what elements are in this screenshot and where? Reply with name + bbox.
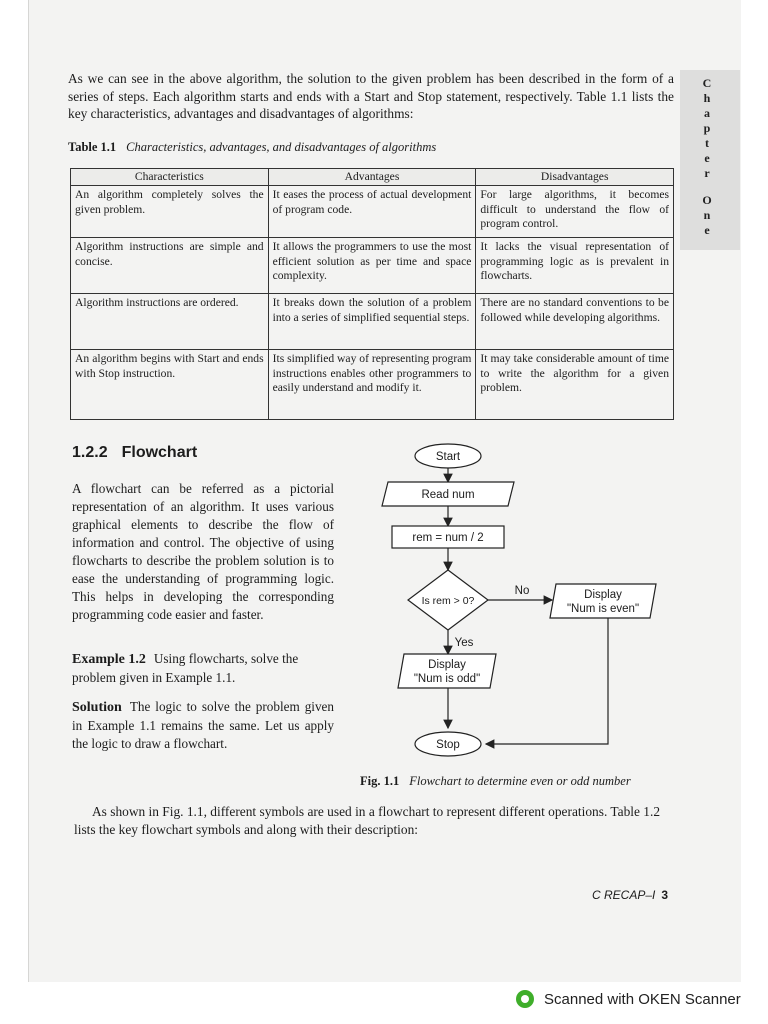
- solution-label: Solution: [72, 700, 122, 715]
- table-row: [71, 186, 674, 238]
- table-cell: Algorithm instructions are ordered.: [71, 294, 269, 350]
- figure-caption-label: Fig. 1.1: [360, 774, 400, 788]
- connector-even-stop: [486, 618, 608, 744]
- header-characteristics: Characteristics: [71, 169, 269, 186]
- rem-label: rem = num / 2: [412, 532, 484, 544]
- solution-text: The logic to solve the problem given in Example 1.1 remains the same. Let us apply the logic to draw a flowchart.: [72, 699, 334, 751]
- read-label: Read num: [421, 489, 475, 501]
- scanner-text: Scanned with OKEN Scanner: [544, 990, 741, 1008]
- solution-paragraph: [72, 698, 334, 753]
- decision-label: Is rem > 0?: [421, 595, 475, 607]
- odd-label-line1: Display: [428, 659, 466, 671]
- flowchart-paragraph: A flowchart can be referred as a pictorial representation of an algorithm. It uses various graphical elements to describe the flow of information and control. The objective of using flowcharts to describe the problem solution is to ease the understanding of programming logic. This helps in developing the corresponding programming code easier and faster.: [72, 481, 334, 622]
- table-cell: It eases the process of actual development of program code.: [268, 186, 476, 238]
- section-number: 1.2.2: [72, 444, 108, 461]
- chapter-side-tab: C h a p t e r O n e: [702, 76, 712, 237]
- scanner-logo-icon: [516, 990, 534, 1008]
- intro-paragraph: As we can see in the above algorithm, the solution to the given problem has been described in the form of a series of steps. Each algorithm starts and ends with a Start and Stop statement, respectively. Table 1.1 lists the key characteristics, advantages and disadvantages of algorithms:: [68, 71, 674, 121]
- no-label: No: [514, 585, 530, 597]
- table-row: [71, 294, 674, 350]
- even-label-line1: Display: [584, 589, 622, 601]
- section-title: Flowchart: [121, 444, 198, 461]
- table-header-row: [71, 169, 674, 186]
- table-cell: It may take considerable amount of time to write the algorithm for a given problem.: [476, 350, 674, 420]
- table-cell: An algorithm begins with Start and ends with Stop instruction.: [71, 350, 269, 420]
- footer-title: C RECAP–I: [592, 888, 656, 902]
- header-advantages: Advantages: [268, 169, 476, 186]
- flowchart-diagram: [370, 440, 670, 762]
- odd-label-line2: "Num is odd": [413, 673, 481, 685]
- page-number: 3: [661, 888, 669, 902]
- table-caption-label: Table 1.1: [68, 140, 117, 154]
- yes-label: Yes: [454, 637, 474, 649]
- table-cell: It breaks down the solution of a problem into a series of simplified sequential steps.: [268, 294, 476, 350]
- table-cell: There are no standard conventions to be followed while developing algorithms.: [476, 294, 674, 350]
- bottom-paragraph: As shown in Fig. 1.1, different symbols are used in a flowchart to represent different operations. Table 1.2 lists the key flowchart symbols and along with their description:: [74, 804, 661, 837]
- header-disadvantages: Disadvantages: [476, 169, 674, 186]
- table-row: [71, 350, 674, 420]
- scanner-watermark: [516, 990, 741, 1008]
- figure-caption-title: Flowchart to determine even or odd number: [409, 774, 631, 788]
- table-cell: Algorithm instructions are simple and concise.: [71, 238, 269, 294]
- stop-label: Stop: [436, 739, 460, 751]
- table-cell: For large algorithms, it becomes difficult to understand the flow of program control.: [476, 186, 674, 238]
- table-cell: It lacks the visual representation of programming logic as is prevalent in flowcharts.: [476, 238, 674, 294]
- figure-caption: [360, 774, 631, 789]
- even-label-line2: "Num is even": [566, 603, 640, 615]
- table-cell: Its simplified way of representing program instructions enables other programmers to easily understand and modify it.: [268, 350, 476, 420]
- section-heading: [72, 444, 197, 462]
- example-text: Using flowcharts, solve the problem given in Example 1.1.: [72, 651, 299, 685]
- example-paragraph: [72, 650, 334, 687]
- algorithm-table: [70, 168, 674, 420]
- table-caption-title: Characteristics, advantages, and disadvantages of algorithms: [126, 140, 437, 154]
- table-cell: An algorithm completely solves the given problem.: [71, 186, 269, 238]
- table-cell: It allows the programmers to use the most efficient solution as per time and space complexity.: [268, 238, 476, 294]
- example-label: Example 1.2: [72, 652, 146, 667]
- table-caption: [68, 140, 436, 155]
- table-row: [71, 238, 674, 294]
- start-label: Start: [435, 451, 461, 463]
- page-footer: [592, 888, 668, 902]
